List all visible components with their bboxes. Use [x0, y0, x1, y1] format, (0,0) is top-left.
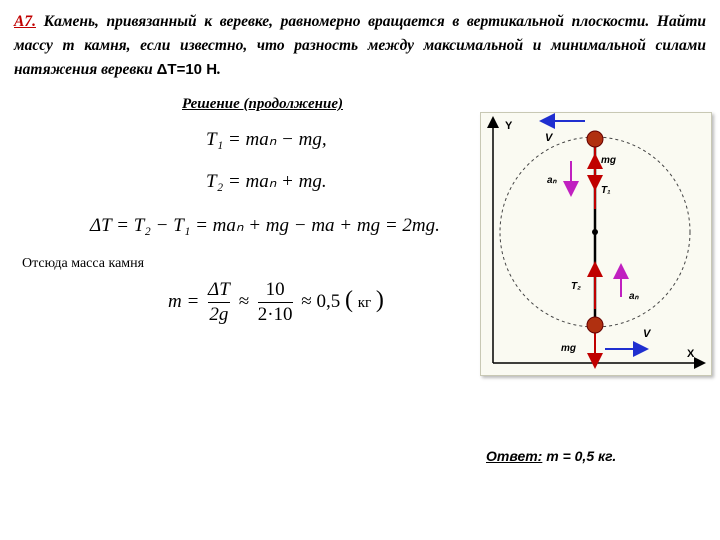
fraction-den: 2g: [209, 304, 229, 325]
equation-delta-t: ΔT = T₂ − T₁ = maₙ + mg − ma + mg = 2mg.: [90, 215, 440, 236]
solution-heading: Решение (продолжение): [182, 96, 343, 112]
rotation-figure: [480, 112, 712, 376]
answer: [486, 448, 616, 464]
mg-top-label: mg: [601, 155, 616, 166]
given-value: ΔT=10 Н: [156, 61, 218, 78]
v-top-label: V: [545, 132, 553, 144]
v-bottom-label: V: [643, 328, 651, 340]
fraction-symbolic: [208, 278, 230, 327]
problem-end: .: [217, 61, 221, 78]
y-axis-label: Y: [505, 120, 513, 132]
fraction-den-2: 2·10: [257, 304, 293, 325]
x-axis-label: X: [687, 348, 695, 360]
fraction-numeric: [258, 278, 293, 327]
mass-lhs: m =: [168, 290, 200, 312]
fraction-num: ΔT: [208, 279, 230, 300]
problem-number: А7.: [14, 13, 36, 30]
equation-t2: T₂ = maₙ + mg.: [206, 171, 327, 192]
approx-sign: ≈: [238, 290, 249, 312]
answer-text: m = 0,5 кг.: [542, 448, 617, 464]
an-bottom-label: aₙ: [629, 291, 639, 302]
mass-result: ≈ 0,5: [301, 290, 341, 312]
mg-bottom-label: mg: [561, 343, 576, 354]
problem-text: Камень, привязанный к веревке, равномерно вращается в вертикальной плоскости. Найти массу m камня, если известно, что разность между максимальной и минимальной силами натяжения веревки: [14, 13, 706, 78]
equation-t1: T₁ = maₙ − mg,: [206, 129, 327, 150]
mass-unit: кг: [357, 294, 372, 311]
rotation-diagram: [481, 113, 711, 375]
t2-label: T₂: [571, 281, 581, 292]
an-top-label: aₙ: [547, 175, 557, 186]
t1-label: T₁: [601, 185, 611, 196]
mass-formula: m = $\frac{\Delta T}{2g}$ ≈ $\frac{10}{2\cdot 10}$ ≈ 0,5 ( кг ): [168, 279, 384, 325]
problem-statement: [14, 10, 706, 82]
answer-label: Ответ:: [486, 448, 543, 464]
hence-text: Отсюда масса камня: [22, 256, 145, 271]
fraction-num-2: 10: [265, 279, 285, 300]
